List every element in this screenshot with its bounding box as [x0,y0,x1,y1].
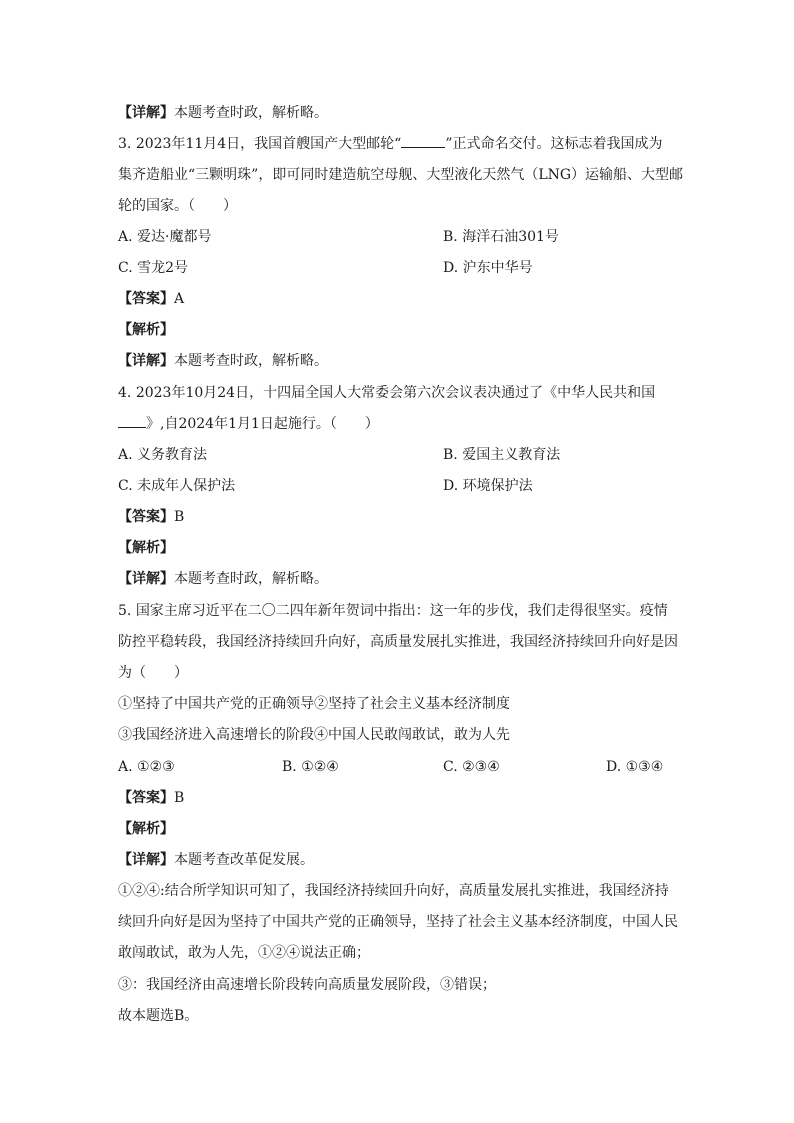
q4-stem-text: 》,自2024年1月1日起施行。（ ） [146,416,379,432]
q4-option-b: B. 爱国主义教育法 [443,447,561,463]
q5-explain-line4: ③：我国经济由高速增长阶段转向高质量发展阶段，③错误； [118,977,496,993]
q5-explain-line2: 续回升向好是因为坚持了中国共产党的正确领导，坚持了社会主义基本经济制度，中国人民 [118,914,678,930]
top-detail-line [118,103,678,123]
q4-answer-line [118,507,678,527]
q4-stem-line2 [118,414,678,434]
q5-statement-line1: ①坚持了中国共产党的正确领导②坚持了社会主义基本经济制度 [118,696,510,712]
detail-text: 本题考查时政，解析略。 [174,105,328,121]
q4-stem-text: 2023年10月24日，十四届全国人大常委会第六次会议表决通过了《中华人民共和国 [135,385,656,401]
analysis-tag: 【解析】 [118,821,174,837]
question-number: 3. [118,136,132,152]
q5-stem-line2: 防控平稳转段，我国经济持续回升向好，高质量发展扎实推进，我国经济持续回升向好是因 [118,634,678,650]
detail-tag: 【详解】 [118,105,174,121]
q3-option-b: B. 海洋石油301号 [443,229,559,245]
answer-tag: 【答案】 [118,790,174,806]
q5-explain-line1: ①②④:结合所学知识可知了，我国经济持续回升向好，高质量发展扎实推进，我国经济持 [118,883,669,899]
q4-option-d: D. 环境保护法 [443,478,533,494]
detail-tag: 【详解】 [118,353,174,369]
q5-option-a: A. ①②③ [118,759,175,775]
analysis-tag: 【解析】 [118,322,174,338]
question-number: 4. [118,385,132,401]
q5-analysis-line [118,819,678,839]
answer-value: B [174,509,185,525]
q3-option-d: D. 沪东中华号 [443,260,533,276]
q5-option-c: C. ②③④ [443,759,500,775]
q3-stem-text: ”正式命名交付。这标志着我国成为 [445,136,663,152]
q5-stem-text: 国家主席习近平在二〇二四年新年贺词中指出：这一年的步伐，我们走得很坚实。疫情 [135,603,668,619]
q4-analysis-line [118,538,678,558]
q3-detail-line [118,351,678,371]
question-number: 5. [118,603,132,619]
q4-stem-line1 [118,383,678,403]
q5-option-b: B. ①②④ [282,759,339,775]
answer-tag: 【答案】 [118,509,174,525]
q3-stem-line1 [118,134,678,154]
q5-detail-line [118,850,678,870]
q5-stem-line3: 为（ ） [118,665,188,681]
q3-option-c: C. 雪龙2号 [118,260,189,276]
q3-stem-text: 2023年11月4日，我国首艘国产大型邮轮“ [135,136,402,152]
q5-option-d: D. ①③④ [606,759,664,775]
detail-text: 本题考查时政，解析略。 [174,571,328,587]
q5-conclusion: 故本题选B。 [118,1008,199,1024]
q3-option-a: A. 爱达·魔都号 [118,229,212,245]
detail-tag: 【详解】 [118,571,174,587]
q3-answer-line [118,289,678,309]
answer-value: B [174,790,185,806]
fill-blank [401,135,445,148]
answer-value: A [174,291,185,307]
q5-answer-line [118,788,678,808]
detail-text: 本题考查时政，解析略。 [174,353,328,369]
answer-tag: 【答案】 [118,291,174,307]
q4-option-c: C. 未成年人保护法 [118,478,236,494]
analysis-tag: 【解析】 [118,540,174,556]
detail-text: 本题考查改革促发展。 [174,852,314,868]
q4-option-a: A. 义务教育法 [118,447,208,463]
fill-blank [118,415,146,428]
detail-tag: 【详解】 [118,852,174,868]
q5-stem-line1 [118,601,678,621]
q3-stem-line3: 轮的国家。（ ） [118,198,237,214]
q3-stem-line2: 集齐造船业“三颗明珠”，即可同时建造航空母舰、大型液化天然气（LNG）运输船、大型邮 [118,167,684,183]
q4-detail-line [118,569,678,589]
q3-analysis-line [118,320,678,340]
q5-explain-line3: 敢闯敢试，敢为人先，①②④说法正确； [118,945,370,961]
q5-statement-line2: ③我国经济进入高速增长的阶段④中国人民敢闯敢试，敢为人先 [118,727,510,743]
